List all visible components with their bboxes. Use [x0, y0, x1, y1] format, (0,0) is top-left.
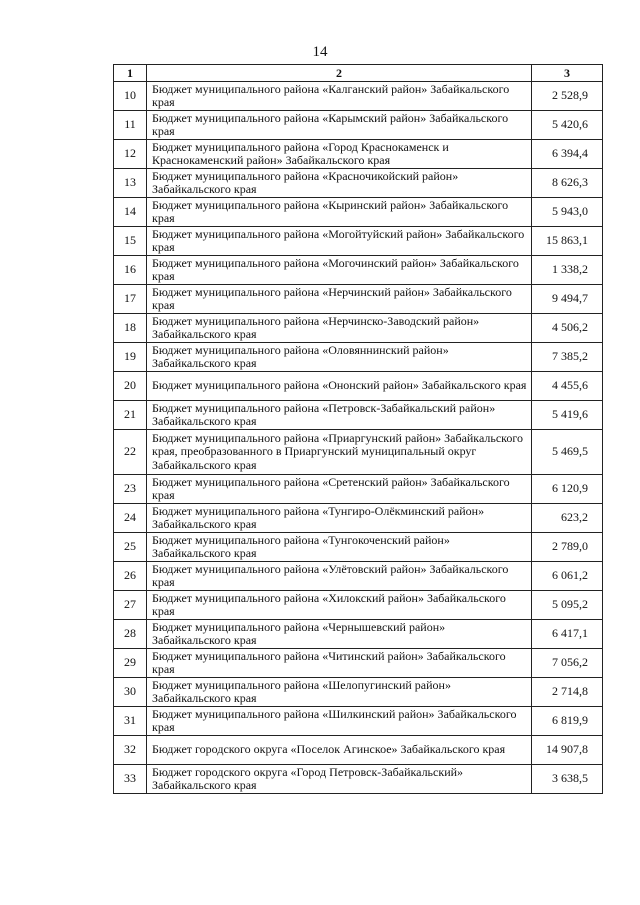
column-header-name: 2 [147, 65, 532, 82]
row-name-cell: Бюджет муниципального района «Приаргунский район» Забайкальского края, преобразованного в Приаргунский муниципальный округ Забайкальского края [147, 430, 532, 475]
row-name-cell: Бюджет муниципального района «Город Краснокаменск и Краснокаменский район» Забайкальского края [147, 140, 532, 169]
table-row [114, 591, 603, 620]
table-row [114, 111, 603, 140]
row-name-cell: Бюджет муниципального района «Нерчинский район» Забайкальского края [147, 285, 532, 314]
row-value-cell: 6 394,4 [532, 140, 603, 169]
row-number-cell: 14 [114, 198, 147, 227]
row-name-cell: Бюджет муниципального района «Шилкинский район» Забайкальского края [147, 707, 532, 736]
row-value-cell: 2 789,0 [532, 533, 603, 562]
table-row [114, 198, 603, 227]
row-number-cell: 17 [114, 285, 147, 314]
row-number-cell: 11 [114, 111, 147, 140]
table-row [114, 765, 603, 794]
row-name-cell: Бюджет муниципального района «Читинский район» Забайкальского края [147, 649, 532, 678]
row-number-cell: 13 [114, 169, 147, 198]
row-value-cell: 4 455,6 [532, 372, 603, 401]
row-value-cell: 4 506,2 [532, 314, 603, 343]
column-header-number: 1 [114, 65, 147, 82]
table-row [114, 401, 603, 430]
row-value-cell: 2 528,9 [532, 82, 603, 111]
table-row [114, 562, 603, 591]
row-number-cell: 23 [114, 475, 147, 504]
row-number-cell: 25 [114, 533, 147, 562]
row-number-cell: 16 [114, 256, 147, 285]
page-number: 14 [312, 44, 328, 60]
table-row [114, 475, 603, 504]
row-name-cell: Бюджет муниципального района «Могочинский район» Забайкальского края [147, 256, 532, 285]
row-value-cell: 6 417,1 [532, 620, 603, 649]
row-value-cell: 5 095,2 [532, 591, 603, 620]
row-value-cell: 3 638,5 [532, 765, 603, 794]
table-header-row [114, 65, 603, 82]
row-number-cell: 31 [114, 707, 147, 736]
table-row [114, 736, 603, 765]
budget-table [113, 64, 603, 794]
row-number-cell: 26 [114, 562, 147, 591]
row-value-cell: 6 061,2 [532, 562, 603, 591]
table-row [114, 82, 603, 111]
row-number-cell: 27 [114, 591, 147, 620]
row-number-cell: 30 [114, 678, 147, 707]
row-value-cell: 7 385,2 [532, 343, 603, 372]
row-number-cell: 15 [114, 227, 147, 256]
table-row [114, 256, 603, 285]
row-value-cell: 2 714,8 [532, 678, 603, 707]
table-row [114, 620, 603, 649]
row-value-cell: 623,2 [532, 504, 603, 533]
row-value-cell: 8 626,3 [532, 169, 603, 198]
row-name-cell: Бюджет городского округа «Город Петровск-Забайкальский» Забайкальского края [147, 765, 532, 794]
row-name-cell: Бюджет городского округа «Поселок Агинское» Забайкальского края [147, 736, 532, 765]
table-row [114, 649, 603, 678]
row-value-cell: 9 494,7 [532, 285, 603, 314]
row-name-cell: Бюджет муниципального района «Улётовский район» Забайкальского края [147, 562, 532, 591]
row-name-cell: Бюджет муниципального района «Карымский район» Забайкальского края [147, 111, 532, 140]
row-name-cell: Бюджет муниципального района «Могойтуйский район» Забайкальского края [147, 227, 532, 256]
row-name-cell: Бюджет муниципального района «Ононский район» Забайкальского края [147, 372, 532, 401]
row-name-cell: Бюджет муниципального района «Хилокский район» Забайкальского края [147, 591, 532, 620]
row-name-cell: Бюджет муниципального района «Калганский район» Забайкальского края [147, 82, 532, 111]
row-number-cell: 19 [114, 343, 147, 372]
row-number-cell: 29 [114, 649, 147, 678]
row-value-cell: 5 419,6 [532, 401, 603, 430]
row-number-cell: 12 [114, 140, 147, 169]
table-body [114, 82, 603, 794]
row-value-cell: 6 819,9 [532, 707, 603, 736]
table-row [114, 678, 603, 707]
table-row [114, 343, 603, 372]
row-value-cell: 5 420,6 [532, 111, 603, 140]
row-value-cell: 1 338,2 [532, 256, 603, 285]
row-number-cell: 32 [114, 736, 147, 765]
row-name-cell: Бюджет муниципального района «Петровск-Забайкальский район» Забайкальского края [147, 401, 532, 430]
table-row [114, 227, 603, 256]
row-number-cell: 33 [114, 765, 147, 794]
row-number-cell: 21 [114, 401, 147, 430]
row-value-cell: 14 907,8 [532, 736, 603, 765]
row-value-cell: 5 469,5 [532, 430, 603, 475]
row-number-cell: 18 [114, 314, 147, 343]
row-number-cell: 20 [114, 372, 147, 401]
column-header-value: 3 [532, 65, 603, 82]
row-name-cell: Бюджет муниципального района «Тунгиро-Олёкминский район» Забайкальского края [147, 504, 532, 533]
row-name-cell: Бюджет муниципального района «Оловяннинский район» Забайкальского края [147, 343, 532, 372]
row-value-cell: 5 943,0 [532, 198, 603, 227]
table-row [114, 707, 603, 736]
row-name-cell: Бюджет муниципального района «Нерчинско-Заводский район» Забайкальского края [147, 314, 532, 343]
row-name-cell: Бюджет муниципального района «Шелопугинский район» Забайкальского края [147, 678, 532, 707]
row-number-cell: 10 [114, 82, 147, 111]
row-name-cell: Бюджет муниципального района «Чернышевский район» Забайкальского края [147, 620, 532, 649]
row-value-cell: 6 120,9 [532, 475, 603, 504]
row-name-cell: Бюджет муниципального района «Красночикойский район» Забайкальского края [147, 169, 532, 198]
row-number-cell: 28 [114, 620, 147, 649]
table-row [114, 169, 603, 198]
row-name-cell: Бюджет муниципального района «Сретенский район» Забайкальского края [147, 475, 532, 504]
table-row [114, 314, 603, 343]
row-number-cell: 24 [114, 504, 147, 533]
table-row [114, 504, 603, 533]
table-row [114, 533, 603, 562]
table-row [114, 140, 603, 169]
row-value-cell: 7 056,2 [532, 649, 603, 678]
table-row [114, 372, 603, 401]
row-value-cell: 15 863,1 [532, 227, 603, 256]
row-number-cell: 22 [114, 430, 147, 475]
row-name-cell: Бюджет муниципального района «Кыринский район» Забайкальского края [147, 198, 532, 227]
row-name-cell: Бюджет муниципального района «Тунгокоченский район» Забайкальского края [147, 533, 532, 562]
table-row [114, 285, 603, 314]
table-row [114, 430, 603, 475]
